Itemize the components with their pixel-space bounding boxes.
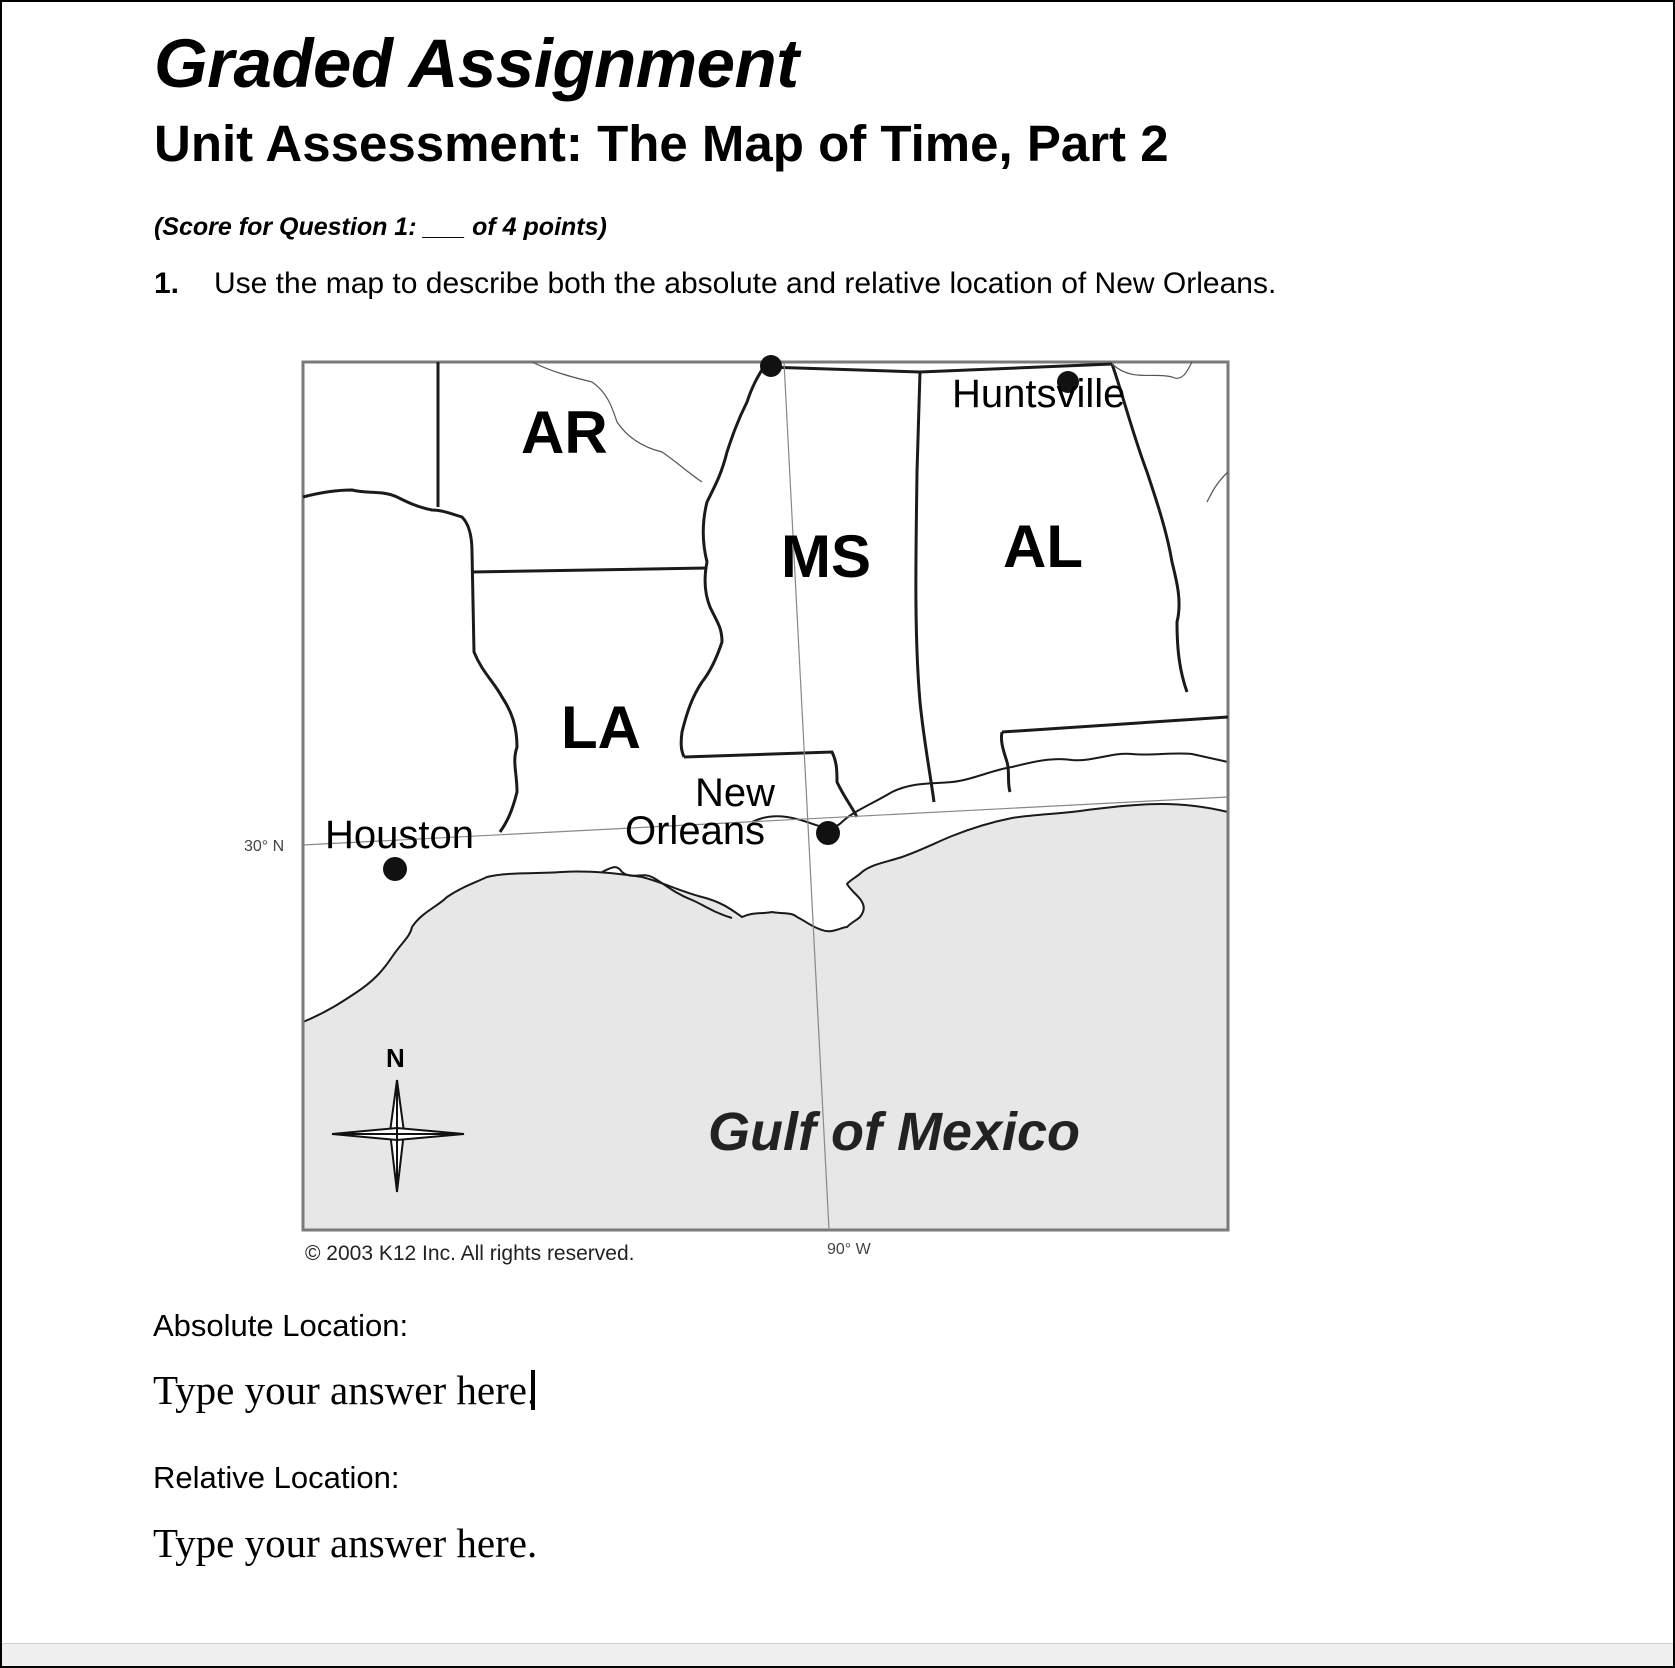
map-figure — [232, 352, 1252, 1272]
state-label-al: AL — [1003, 513, 1083, 580]
state-label-ms: MS — [781, 523, 871, 590]
city-label-new: New — [695, 771, 776, 815]
relative-location-label: Relative Location: — [153, 1460, 400, 1495]
question-1 — [154, 267, 1276, 301]
longitude-label: 90° W — [827, 1241, 871, 1258]
city-dot-houston — [383, 857, 407, 881]
city-label-huntsville: Huntsville — [952, 372, 1126, 416]
city-dot-top — [760, 355, 782, 377]
map-image — [232, 352, 1252, 1272]
city-label-orleans: Orleans — [625, 809, 766, 853]
state-label-la: LA — [561, 694, 641, 761]
gulf-label: Gulf of Mexico — [708, 1102, 1081, 1162]
relative-location-input[interactable] — [153, 1519, 1053, 1567]
absolute-location-label: Absolute Location: — [153, 1308, 409, 1343]
compass-north-label: N — [386, 1043, 405, 1073]
city-label-houston: Houston — [325, 813, 474, 857]
latitude-label: 30° N — [244, 838, 285, 855]
absolute-location-input[interactable] — [153, 1366, 1053, 1414]
question-number: 1. — [154, 267, 180, 300]
text-cursor — [531, 1370, 535, 1410]
map-copyright: © 2003 K12 Inc. All rights reserved. — [305, 1242, 635, 1265]
window-bottom-bar — [2, 1643, 1673, 1666]
city-dot-new-orleans — [816, 821, 840, 845]
state-label-ar: AR — [521, 399, 608, 466]
assignment-title: Graded Assignment — [154, 25, 799, 102]
unit-subtitle: Unit Assessment: The Map of Time, Part 2 — [154, 115, 1169, 172]
score-line: (Score for Question 1: ___ of 4 points) — [154, 213, 607, 241]
question-text: Use the map to describe both the absolute and relative location of New Orleans. — [214, 267, 1277, 300]
